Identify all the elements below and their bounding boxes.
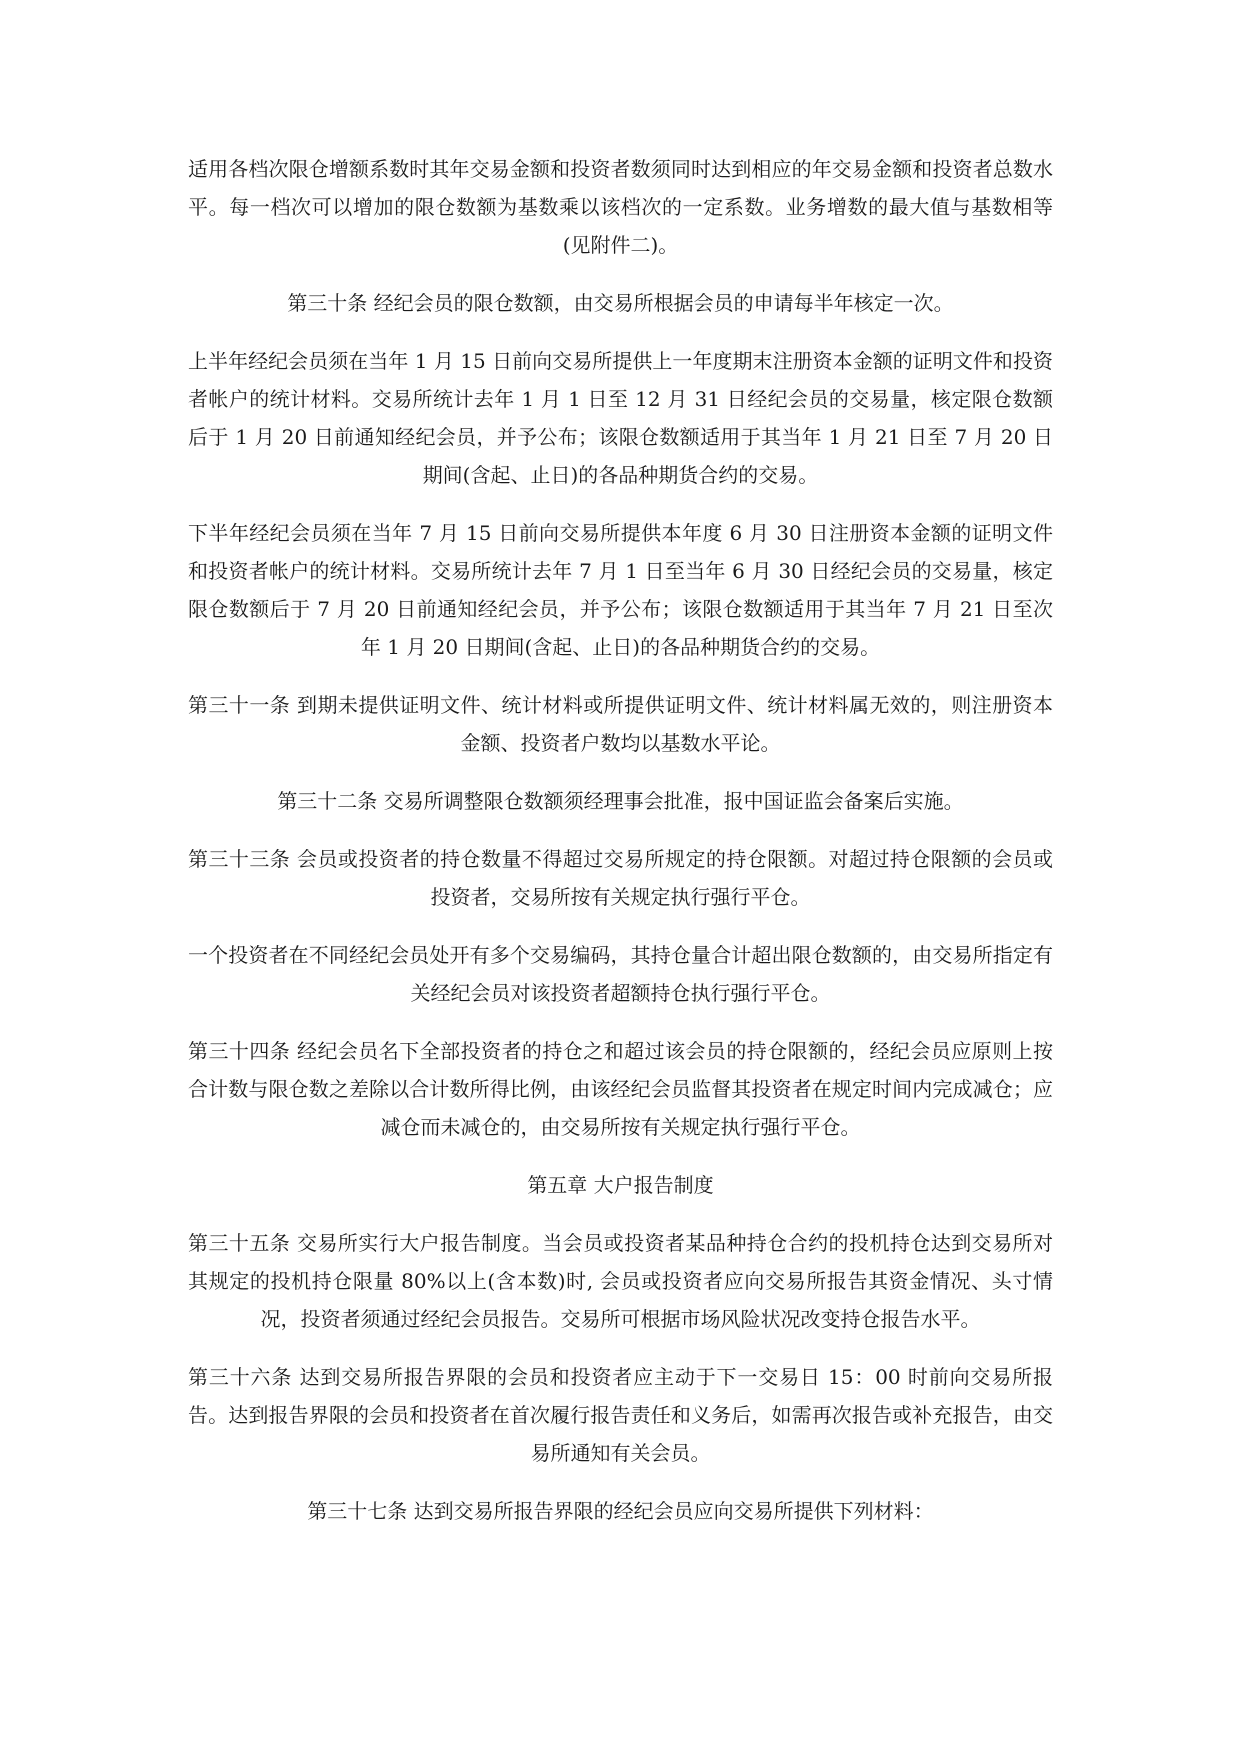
paragraph-article-32: 第三十二条 交易所调整限仓数额须经理事会批准，报中国证监会备案后实施。 (277, 789, 964, 813)
paragraph-second-half-year: 下半年经纪会员须在当年 7 月 15 日前向交易所提供本年度 6 月 30 日注册资本金额的证明文件和投资者帐户的统计材料。交易所统计去年 7 月 1 日至当年 6 月 30 日经纪会员的交易量，核定限仓数额后于 7 月 20 日前通知经纪会员，并予公布；该限仓数额适用于其当年 7 月 21 日至次年 1 月 20 日期间(含起、止日)的各品种期货合约的交易。 (188, 521, 1053, 659)
paragraph-article-36: 第三十六条 达到交易所报告界限的会员和投资者应主动于下一交易日 15：00 时前向交易所报告。达到报告界限的会员和投资者在首次履行报告责任和义务后，如需再次报告或补充报告，由交易所通知有关会员。 (188, 1365, 1053, 1465)
paragraph-article-35: 第三十五条 交易所实行大户报告制度。当会员或投资者某品种持仓合约的投机持仓达到交易所对其规定的投机持仓限量 80%以上(含本数)时, 会员或投资者应向交易所报告其资金情况、头寸情况，投资者须通过经纪会员报告。交易所可根据市场风险状况改变持仓报告水平。 (188, 1231, 1053, 1331)
paragraph-article-33: 第三十三条 会员或投资者的持仓数量不得超过交易所规定的持仓限额。对超过持仓限额的会员或投资者，交易所按有关规定执行强行平仓。 (188, 847, 1053, 909)
paragraph-first-half-year: 上半年经纪会员须在当年 1 月 15 日前向交易所提供上一年度期末注册资本金额的证明文件和投资者帐户的统计材料。交易所统计去年 1 月 1 日至 12 月 31 日经纪会员的交易量，核定限仓数额后于 1 月 20 日前通知经纪会员，并予公布；该限仓数额适用于其当年 1 月 21 日至 7 月 20 日期间(含起、止日)的各品种期货合约的交易。 (188, 349, 1053, 487)
document-body (188, 150, 1053, 1550)
paragraph-article-30: 第三十条 经纪会员的限仓数额，由交易所根据会员的申请每半年核定一次。 (287, 291, 954, 315)
paragraph-multiple-codes: 一个投资者在不同经纪会员处开有多个交易编码，其持仓量合计超出限仓数额的，由交易所指定有关经纪会员对该投资者超额持仓执行强行平仓。 (188, 943, 1053, 1005)
chapter-title: 第五章 大户报告制度 (527, 1173, 714, 1197)
paragraph-article-31: 第三十一条 到期未提供证明文件、统计材料或所提供证明文件、统计材料属无效的，则注册资本金额、投资者户数均以基数水平论。 (188, 693, 1053, 755)
paragraph-article-34: 第三十四条 经纪会员名下全部投资者的持仓之和超过该会员的持仓限额的，经纪会员应原则上按合计数与限仓数之差除以合计数所得比例，由该经纪会员监督其投资者在规定时间内完成减仓；应减仓而未减仓的，由交易所按有关规定执行强行平仓。 (188, 1039, 1053, 1139)
paragraph-article-37: 第三十七条 达到交易所报告界限的经纪会员应向交易所提供下列材料： (307, 1499, 934, 1523)
paragraph-limit-coefficient: 适用各档次限仓增额系数时其年交易金额和投资者数须同时达到相应的年交易金额和投资者总数水平。每一档次可以增加的限仓数额为基数乘以该档次的一定系数。业务增数的最大值与基数相等(见附件二)。 (188, 157, 1053, 257)
